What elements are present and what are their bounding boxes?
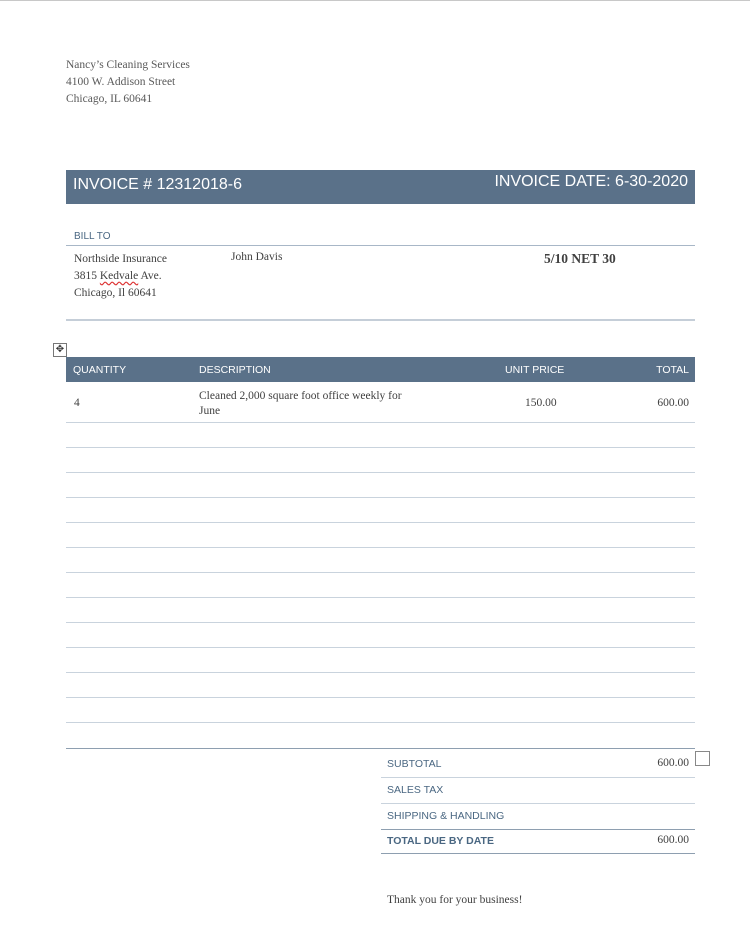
row-total[interactable]: 600.00 [657,397,689,409]
invoice-date[interactable]: INVOICE DATE: 6-30-2020 [494,173,688,190]
total-due-value[interactable]: 600.00 [657,834,689,846]
shipping-label: SHIPPING & HANDLING [387,810,505,822]
col-unit-price: UNIT PRICE [505,364,565,376]
sender-name: Nancy’s Cleaning Services [66,59,190,71]
invoice-number[interactable]: INVOICE # 12312018-6 [73,176,242,193]
sender-street: 4100 W. Addison Street [66,76,176,88]
table-row[interactable] [66,473,695,498]
bill-to-contact[interactable]: John Davis [231,251,283,263]
table-row[interactable] [66,548,695,573]
table-row[interactable] [66,648,695,673]
table-move-handle-icon[interactable]: ✥ [53,343,67,357]
table-row[interactable] [66,673,695,698]
thank-you-note: Thank you for your business! [387,894,523,906]
page-top-border [0,0,750,1]
row-unit-price[interactable]: 150.00 [525,397,557,409]
table-row[interactable] [66,598,695,623]
line-items-header [66,357,695,382]
bill-to-divider [66,245,695,246]
table-row[interactable] [66,573,695,598]
total-due-label: TOTAL DUE BY DATE [387,835,494,847]
spelling-error-word[interactable]: Kedvale [99,270,139,282]
bill-to-address[interactable] [74,251,167,302]
col-description: DESCRIPTION [199,364,271,376]
bill-to-label: BILL TO [74,231,111,242]
subtotal-label: SUBTOTAL [387,758,442,770]
table-row[interactable] [66,723,695,749]
row-quantity[interactable]: 4 [74,397,80,409]
subtotal-value[interactable]: 600.00 [657,757,689,769]
sales-tax-row[interactable] [381,777,695,804]
table-row[interactable] [66,382,695,423]
invoice-header-bar [66,170,695,204]
table-row[interactable] [66,523,695,548]
shipping-row[interactable] [381,803,695,830]
sender-address [66,57,190,108]
payment-terms[interactable]: 5/10 NET 30 [544,251,616,266]
total-due-row[interactable] [381,829,695,854]
bill-to-city: Chicago, Il 60641 [74,287,157,299]
col-total: TOTAL [656,364,689,376]
table-resize-handle-icon[interactable] [695,751,710,766]
sender-city: Chicago, IL 60641 [66,93,153,105]
section-divider [66,319,695,321]
table-row[interactable] [66,623,695,648]
table-row[interactable] [66,423,695,448]
bill-to-company: Northside Insurance [74,253,167,265]
sales-tax-label: SALES TAX [387,784,444,796]
row-description[interactable]: Cleaned 2,000 square foot office weekly for June [199,390,402,417]
bill-to-street: 3815 Kedvale Ave. [74,270,162,282]
table-row[interactable] [66,698,695,723]
col-quantity: QUANTITY [73,364,127,376]
subtotal-row[interactable] [381,751,695,778]
table-row[interactable] [66,448,695,473]
table-row[interactable] [66,498,695,523]
